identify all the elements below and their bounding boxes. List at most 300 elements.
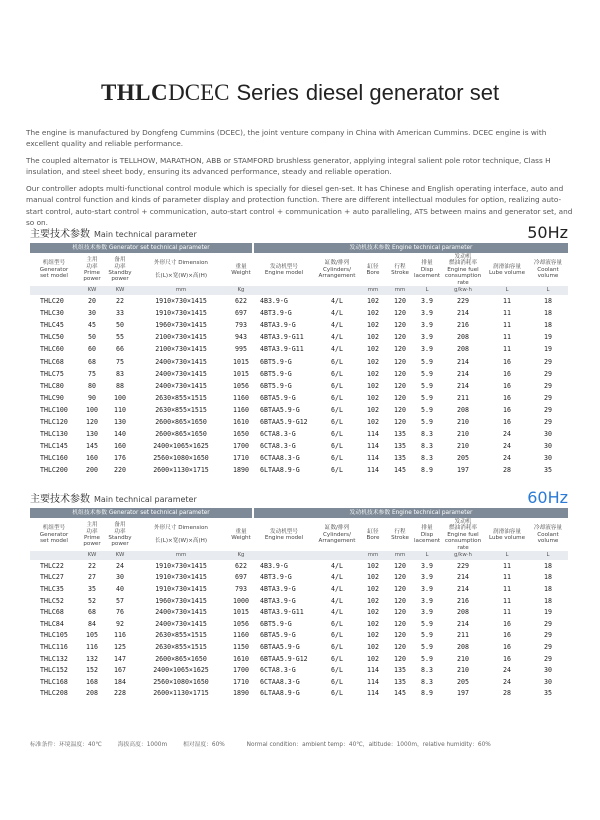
cell-model: THLC60: [40, 345, 64, 354]
cell-standby: 176: [114, 454, 126, 463]
table-row: [30, 595, 568, 607]
cell-dim: 2600×1130×1715: [153, 689, 209, 698]
unit-bore: mm: [360, 286, 386, 295]
section-title-en: Main technical parameter: [94, 230, 197, 239]
cell-coolant: 29: [544, 619, 552, 628]
cell-stroke: 120: [394, 585, 406, 594]
unit-standby: KW: [106, 286, 134, 295]
col-header-cyl: 缸数/排列 Cylinders/ Arrangement: [314, 254, 360, 286]
cell-fuel: 197: [457, 689, 469, 698]
cell-model: THLC75: [40, 369, 64, 378]
col-header-lube: 润滑油容量 Lube volume: [486, 254, 528, 286]
cell-weight: 697: [235, 309, 247, 318]
cell-disp: 5.9: [421, 418, 433, 427]
cell-fuel: 210: [457, 430, 469, 439]
cell-bore: 102: [367, 393, 379, 402]
unit-lube: L: [486, 286, 528, 295]
cell-engine: 6BTAA5.9-G: [260, 642, 300, 651]
cell-lube: 11: [503, 321, 511, 330]
cell-lube: 16: [503, 393, 511, 402]
cell-stroke: 120: [394, 608, 406, 617]
cell-lube: 16: [503, 631, 511, 640]
cell-standby: 100: [114, 393, 126, 402]
cell-engine: 6BTA5.9-G: [260, 393, 296, 402]
cell-prime: 68: [88, 608, 96, 617]
cell-dim: 1910×730×1415: [155, 585, 207, 594]
cell-cyl: 6/L: [331, 369, 343, 378]
table-row: [30, 653, 568, 665]
cell-stroke: 120: [394, 357, 406, 366]
cell-fuel: 214: [457, 357, 469, 366]
cell-dim: 1960×730×1415: [155, 596, 207, 605]
cell-fuel: 211: [457, 631, 469, 640]
table-row: [30, 416, 568, 428]
cell-dim: 2400×730×1415: [155, 357, 207, 366]
footnote-humidity-cn: 相对湿度：60%: [182, 742, 225, 748]
cell-standby: 75: [116, 357, 124, 366]
cell-cyl: 6/L: [331, 357, 343, 366]
cell-bore: 102: [367, 573, 379, 582]
cell-coolant: 30: [544, 442, 552, 451]
col-header-fuel: 发动机 燃油消耗率 Engine fuel consumption rate: [440, 519, 486, 551]
cell-lube: 11: [503, 561, 511, 570]
cell-disp: 3.9: [421, 333, 433, 342]
cell-cyl: 4/L: [331, 297, 343, 306]
cell-model: THLC116: [40, 642, 68, 651]
cell-cyl: 6/L: [331, 677, 343, 686]
unit-disp: L: [414, 286, 440, 295]
table-row: [30, 664, 568, 676]
cell-dim: 2600×1130×1715: [153, 466, 209, 475]
cell-lube: 28: [503, 466, 511, 475]
table-row: [30, 331, 568, 343]
cell-coolant: 35: [544, 466, 552, 475]
cell-standby: 50: [116, 321, 124, 330]
cell-cyl: 4/L: [331, 333, 343, 342]
cell-disp: 8.9: [421, 466, 433, 475]
cell-model: THLC132: [40, 654, 68, 663]
group-bar-generator: 机组技术参数 Generator set technical parameter: [30, 508, 252, 518]
table-row: [30, 560, 568, 572]
section-title-en: Main technical parameter: [94, 495, 197, 504]
cell-bore: 102: [367, 357, 379, 366]
cell-model: THLC208: [40, 689, 68, 698]
cell-model: THLC84: [40, 619, 64, 628]
table-row: [30, 392, 568, 404]
cell-bore: 102: [367, 631, 379, 640]
section-header-50hz: [30, 224, 568, 240]
col-header-dim: 外形尺寸 Dimension 长(L)×宽(W)×高(H): [134, 254, 228, 286]
cell-disp: 5.9: [421, 405, 433, 414]
cell-model: THLC30: [40, 309, 64, 318]
cell-lube: 16: [503, 381, 511, 390]
cell-weight: 1610: [233, 654, 249, 663]
cell-fuel: 208: [457, 405, 469, 414]
unit-prime: KW: [78, 551, 106, 560]
cell-coolant: 29: [544, 357, 552, 366]
cell-standby: 24: [116, 561, 124, 570]
intro-paragraph-engine: The engine is manufactured by Dongfeng Cummins (DCEC), the joint venture company in China with American Cummins. DCEC engine is with excellent quality and reliable performance.: [26, 128, 547, 149]
cell-standby: 110: [114, 405, 126, 414]
cell-prime: 100: [86, 405, 98, 414]
cell-stroke: 120: [394, 369, 406, 378]
group-bar-engine: 发动机技术参数 Engine technical parameter: [254, 243, 568, 253]
cell-bore: 102: [367, 345, 379, 354]
cell-weight: 793: [235, 585, 247, 594]
cell-fuel: 216: [457, 321, 469, 330]
cell-stroke: 120: [394, 654, 406, 663]
cell-lube: 16: [503, 405, 511, 414]
cell-cyl: 4/L: [331, 585, 343, 594]
cell-prime: 152: [86, 666, 98, 675]
cell-fuel: 208: [457, 642, 469, 651]
cell-standby: 167: [114, 666, 126, 675]
cell-bore: 114: [367, 454, 379, 463]
cell-stroke: 120: [394, 381, 406, 390]
unit-engine: [254, 286, 314, 295]
col-header-coolant: 冷却液容量 Coolant volume: [528, 254, 568, 286]
cell-model: THLC20: [40, 297, 64, 306]
cell-model: THLC22: [40, 561, 64, 570]
cell-stroke: 145: [394, 689, 406, 698]
col-header-weight: 重量 Weight: [228, 254, 254, 286]
cell-bore: 102: [367, 297, 379, 306]
cell-standby: 92: [116, 619, 124, 628]
table-row: [30, 343, 568, 355]
cell-bore: 102: [367, 418, 379, 427]
cell-lube: 16: [503, 357, 511, 366]
cell-cyl: 6/L: [331, 666, 343, 675]
cell-weight: 1650: [233, 430, 249, 439]
cell-model: THLC120: [40, 418, 68, 427]
cell-cyl: 6/L: [331, 689, 343, 698]
cell-model: THLC160: [40, 454, 68, 463]
cell-standby: 88: [116, 381, 124, 390]
cell-stroke: 135: [394, 677, 406, 686]
cell-prime: 130: [86, 430, 98, 439]
cell-lube: 11: [503, 573, 511, 582]
cell-lube: 11: [503, 608, 511, 617]
cell-engine: 4BT3.9-G: [260, 309, 292, 318]
cell-weight: 1890: [233, 466, 249, 475]
cell-engine: 6CTA8.3-G: [260, 442, 296, 451]
cell-coolant: 18: [544, 596, 552, 605]
table-row: [30, 307, 568, 319]
cell-lube: 24: [503, 454, 511, 463]
cell-dim: 2600×865×1650: [155, 654, 207, 663]
col-header-bore: 缸径 Bore: [360, 519, 386, 551]
cell-standby: 125: [114, 642, 126, 651]
cell-cyl: 4/L: [331, 561, 343, 570]
col-header-dim: 外形尺寸 Dimension 长(L)×宽(W)×高(H): [134, 519, 228, 551]
cell-coolant: 30: [544, 454, 552, 463]
cell-engine: 6CTA8.3-G: [260, 430, 296, 439]
cell-cyl: 4/L: [331, 608, 343, 617]
cell-bore: 114: [367, 430, 379, 439]
table-row: [30, 583, 568, 595]
cell-model: THLC45: [40, 321, 64, 330]
cell-coolant: 18: [544, 561, 552, 570]
cell-weight: 1160: [233, 393, 249, 402]
unit-bore: mm: [360, 551, 386, 560]
unit-weight: Kg: [228, 551, 254, 560]
cell-prime: 80: [88, 381, 96, 390]
cell-stroke: 120: [394, 405, 406, 414]
cell-disp: 5.9: [421, 369, 433, 378]
cell-prime: 116: [86, 642, 98, 651]
cell-coolant: 29: [544, 369, 552, 378]
cell-cyl: 6/L: [331, 418, 343, 427]
title-engine: DCEC: [168, 80, 230, 105]
cell-cyl: 6/L: [331, 381, 343, 390]
cell-prime: 168: [86, 677, 98, 686]
col-header-stroke: 行程 Stroke: [386, 519, 414, 551]
unit-disp: L: [414, 551, 440, 560]
cell-bore: 114: [367, 666, 379, 675]
cell-standby: 22: [116, 297, 124, 306]
unit-dim: mm: [134, 286, 228, 295]
unit-stroke: mm: [386, 551, 414, 560]
cell-standby: 55: [116, 333, 124, 342]
cell-model: THLC152: [40, 666, 68, 675]
cell-coolant: 30: [544, 677, 552, 686]
cell-fuel: 229: [457, 297, 469, 306]
cell-bore: 102: [367, 585, 379, 594]
cell-disp: 5.9: [421, 631, 433, 640]
cell-model: THLC200: [40, 466, 68, 475]
col-header-prime: 主用 功率 Prime power: [78, 519, 106, 551]
cell-lube: 24: [503, 677, 511, 686]
cell-cyl: 6/L: [331, 405, 343, 414]
cell-disp: 5.9: [421, 619, 433, 628]
cell-prime: 27: [88, 573, 96, 582]
cell-fuel: 229: [457, 561, 469, 570]
cell-disp: 8.9: [421, 689, 433, 698]
cell-fuel: 214: [457, 381, 469, 390]
cell-stroke: 120: [394, 642, 406, 651]
cell-coolant: 29: [544, 393, 552, 402]
group-bar-engine: 发动机技术参数 Engine technical parameter: [254, 508, 568, 518]
cell-dim: 2600×865×1650: [155, 430, 207, 439]
cell-prime: 52: [88, 596, 96, 605]
unit-model: [30, 286, 78, 295]
cell-standby: 147: [114, 654, 126, 663]
cell-disp: 5.9: [421, 654, 433, 663]
table-row: [30, 688, 568, 700]
table-row: [30, 356, 568, 368]
cell-dim: 1910×730×1415: [155, 573, 207, 582]
cell-model: THLC130: [40, 430, 68, 439]
cell-disp: 8.3: [421, 454, 433, 463]
cell-model: THLC105: [40, 631, 68, 640]
group-bar-generator: 机组技术参数 Generator set technical parameter: [30, 243, 252, 253]
cell-cyl: 6/L: [331, 430, 343, 439]
table-row: [30, 464, 568, 476]
cell-dim: 1910×730×1415: [155, 297, 207, 306]
cell-disp: 5.9: [421, 393, 433, 402]
unit-cyl: [314, 551, 360, 560]
cell-coolant: 29: [544, 381, 552, 390]
cell-weight: 1056: [233, 619, 249, 628]
cell-engine: 6BTAA5.9-G: [260, 405, 300, 414]
cell-stroke: 120: [394, 297, 406, 306]
cell-coolant: 19: [544, 608, 552, 617]
cell-prime: 145: [86, 442, 98, 451]
cell-weight: 1015: [233, 369, 249, 378]
cell-standby: 76: [116, 608, 124, 617]
cell-disp: 5.9: [421, 381, 433, 390]
cell-prime: 22: [88, 561, 96, 570]
cell-dim: 2400×730×1415: [155, 608, 207, 617]
intro-paragraph-controller: Our controller adopts multi-functional control module which is specially for diesel gen-set. It has Chinese and English operating interface, auto and manual control function and kinds of parameter display and protection function. There are different intellectual modules for option, realizing auto-start control, auto-start control + communication, auto-start control + communication + auto paralleling, ATS between mains and generator set, and so on.: [26, 184, 573, 228]
unit-standby: KW: [106, 551, 134, 560]
col-header-fuel: 发动机 燃油消耗率 Engine fuel consumption rate: [440, 254, 486, 286]
section-title-cn: 主要技术参数: [30, 229, 90, 240]
cell-prime: 200: [86, 466, 98, 475]
cell-dim: 2400×730×1415: [155, 369, 207, 378]
cell-fuel: 208: [457, 608, 469, 617]
cell-bore: 102: [367, 608, 379, 617]
cell-stroke: 120: [394, 619, 406, 628]
col-header-model: 机组型号 Generator set model: [30, 519, 78, 551]
table-row: [30, 319, 568, 331]
cell-prime: 20: [88, 297, 96, 306]
title-series: Series: [236, 80, 299, 105]
cell-engine: 4BTA3.9-G: [260, 321, 296, 330]
cell-standby: 220: [114, 466, 126, 475]
unit-engine: [254, 551, 314, 560]
cell-disp: 3.9: [421, 297, 433, 306]
cell-prime: 75: [88, 369, 96, 378]
table-row: [30, 618, 568, 630]
intro-paragraph-alternator: The coupled alternator is TELLHOW, MARATHON, ABB or STAMFORD brushless generator, applying integral salient pole rotor technique, Class H insulation, and steel sheet body, ensuring its advanced performance, steady and reliable operation.: [26, 156, 551, 177]
cell-weight: 1700: [233, 666, 249, 675]
col-header-cyl: 缸数/排列 Cylinders/ Arrangement: [314, 519, 360, 551]
cell-coolant: 19: [544, 333, 552, 342]
cell-bore: 102: [367, 619, 379, 628]
cell-standby: 33: [116, 309, 124, 318]
table-row: [30, 452, 568, 464]
cell-disp: 3.9: [421, 608, 433, 617]
cell-dim: 2560×1080×1650: [153, 454, 209, 463]
cell-disp: 3.9: [421, 573, 433, 582]
cell-bore: 114: [367, 689, 379, 698]
cell-model: THLC52: [40, 596, 64, 605]
footnote: [30, 739, 505, 748]
cell-fuel: 214: [457, 369, 469, 378]
cell-dim: 2600×865×1650: [155, 418, 207, 427]
cell-engine: 6BT5.9-G: [260, 381, 292, 390]
cell-coolant: 29: [544, 631, 552, 640]
cell-cyl: 6/L: [331, 642, 343, 651]
cell-engine: 6BTA5.9-G: [260, 631, 296, 640]
col-header-engine: 发动机型号 Engine model: [254, 519, 314, 551]
cell-stroke: 120: [394, 631, 406, 640]
cell-model: THLC90: [40, 393, 64, 402]
col-header-lube: 润滑油容量 Lube volume: [486, 519, 528, 551]
cell-bore: 102: [367, 369, 379, 378]
cell-bore: 114: [367, 677, 379, 686]
cell-prime: 35: [88, 585, 96, 594]
cell-lube: 11: [503, 585, 511, 594]
unit-weight: Kg: [228, 286, 254, 295]
cell-engine: 4BTA3.9-G11: [260, 608, 304, 617]
cell-coolant: 30: [544, 430, 552, 439]
cell-disp: 3.9: [421, 596, 433, 605]
cell-engine: 6CTA8.3-G: [260, 666, 296, 675]
cell-lube: 24: [503, 442, 511, 451]
cell-cyl: 6/L: [331, 619, 343, 628]
cell-standby: 40: [116, 585, 124, 594]
cell-weight: 697: [235, 573, 247, 582]
cell-dim: 2630×855×1515: [155, 393, 207, 402]
cell-weight: 995: [235, 345, 247, 354]
cell-stroke: 135: [394, 454, 406, 463]
cell-model: THLC68: [40, 608, 64, 617]
table-row: [30, 606, 568, 618]
cell-coolant: 29: [544, 654, 552, 663]
cell-prime: 50: [88, 333, 96, 342]
cell-bore: 102: [367, 321, 379, 330]
cell-weight: 1015: [233, 608, 249, 617]
cell-disp: 3.9: [421, 345, 433, 354]
col-header-bore: 缸径 Bore: [360, 254, 386, 286]
cell-model: THLC145: [40, 442, 68, 451]
table-row: [30, 368, 568, 380]
cell-coolant: 29: [544, 642, 552, 651]
cell-coolant: 18: [544, 321, 552, 330]
spec-table-50hz: [30, 254, 568, 476]
cell-lube: 11: [503, 297, 511, 306]
cell-engine: 6CTAA8.3-G: [260, 454, 300, 463]
cell-lube: 28: [503, 689, 511, 698]
unit-dim: mm: [134, 551, 228, 560]
cell-disp: 8.3: [421, 430, 433, 439]
footnote-temp-cn: 标准条件：环境温度：40℃: [30, 742, 102, 748]
col-header-stroke: 行程 Stroke: [386, 254, 414, 286]
cell-engine: 6BT5.9-G: [260, 619, 292, 628]
unit-stroke: mm: [386, 286, 414, 295]
cell-prime: 90: [88, 393, 96, 402]
cell-fuel: 214: [457, 619, 469, 628]
cell-coolant: 29: [544, 405, 552, 414]
cell-coolant: 19: [544, 345, 552, 354]
cell-engine: 6LTAA8.9-G: [260, 466, 300, 475]
cell-coolant: 18: [544, 585, 552, 594]
cell-disp: 5.9: [421, 642, 433, 651]
cell-fuel: 210: [457, 666, 469, 675]
cell-fuel: 211: [457, 393, 469, 402]
cell-fuel: 208: [457, 333, 469, 342]
cell-cyl: 6/L: [331, 393, 343, 402]
cell-fuel: 205: [457, 677, 469, 686]
cell-fuel: 214: [457, 585, 469, 594]
cell-standby: 116: [114, 631, 126, 640]
cell-prime: 160: [86, 454, 98, 463]
cell-cyl: 6/L: [331, 654, 343, 663]
col-header-disp: 排量 Disp lacement: [414, 254, 440, 286]
cell-dim: 2400×730×1415: [155, 381, 207, 390]
cell-lube: 11: [503, 333, 511, 342]
cell-prime: 45: [88, 321, 96, 330]
col-header-coolant: 冷却液容量 Coolant volume: [528, 519, 568, 551]
cell-disp: 8.3: [421, 666, 433, 675]
cell-cyl: 6/L: [331, 442, 343, 451]
cell-model: THLC68: [40, 357, 64, 366]
cell-dim: 1960×730×1415: [155, 321, 207, 330]
cell-coolant: 18: [544, 573, 552, 582]
cell-weight: 622: [235, 561, 247, 570]
